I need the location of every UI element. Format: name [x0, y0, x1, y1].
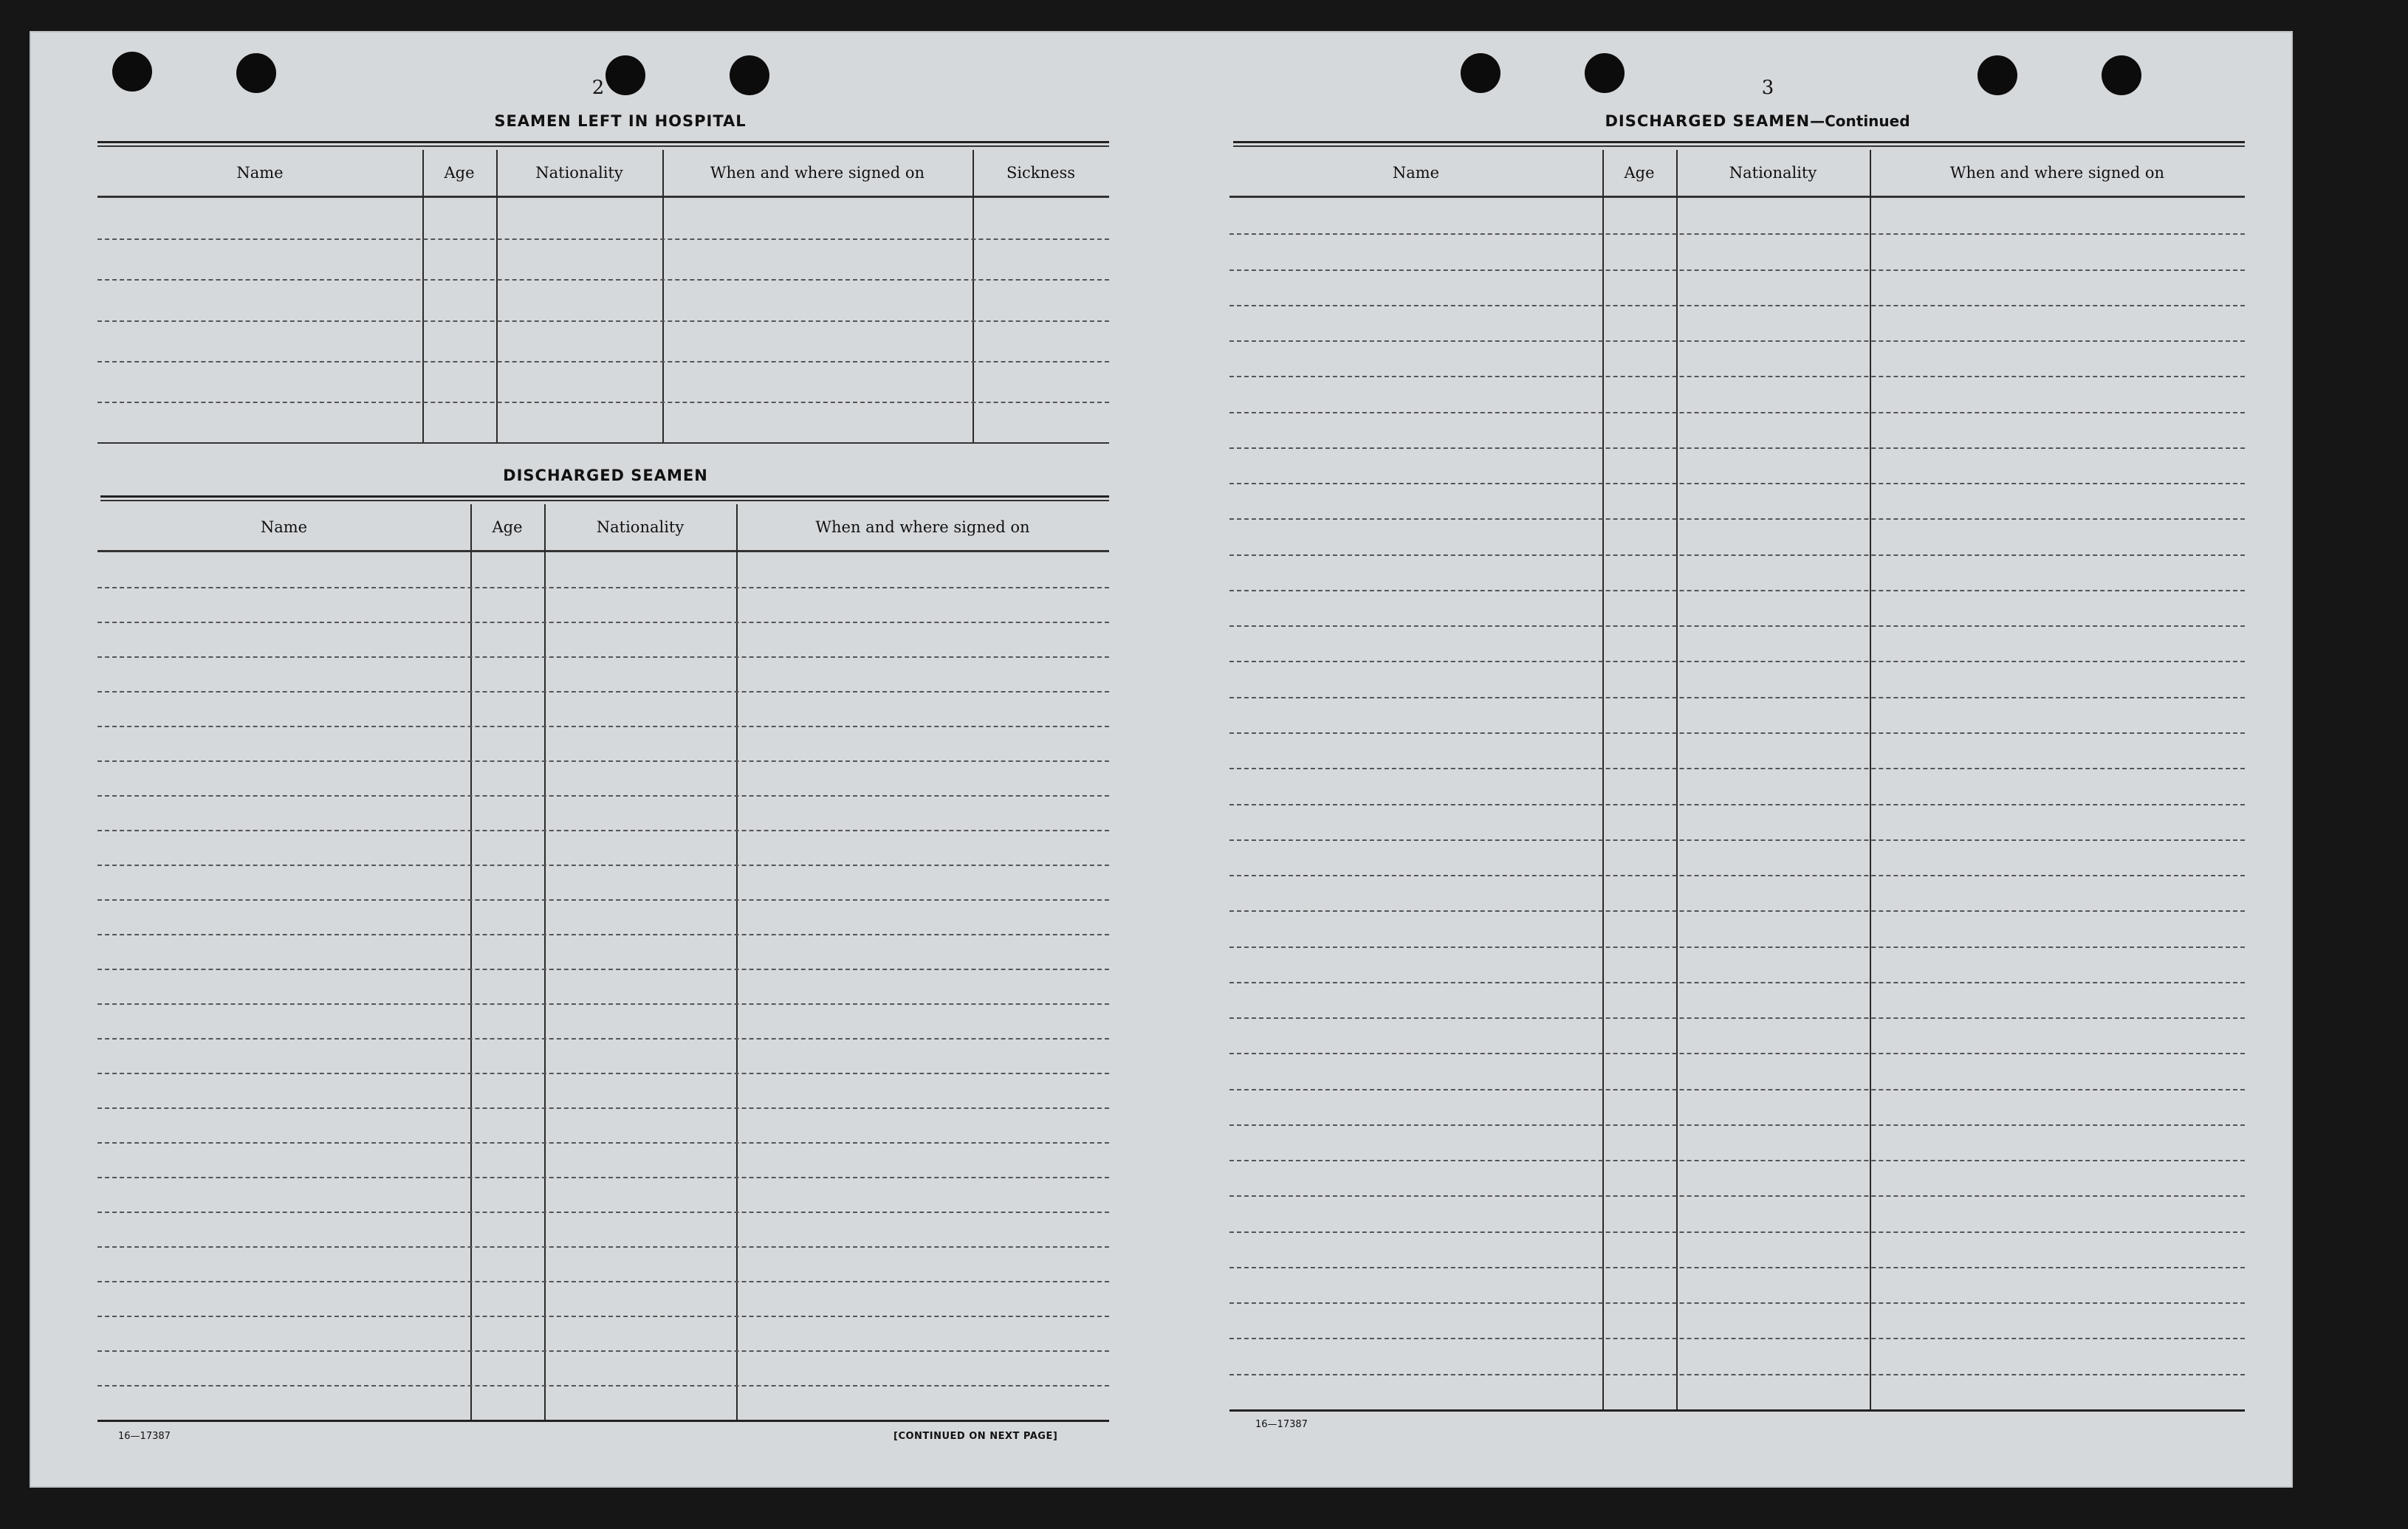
- discharged-continued-title: [1536, 112, 1979, 130]
- column-header-when-and-where-signed-on: When and where signed on: [1949, 164, 2165, 182]
- table-row[interactable]: [97, 1281, 1109, 1282]
- hospital-bottom-rule: [97, 442, 1109, 444]
- column-divider: [1676, 150, 1678, 1409]
- table-row[interactable]: [1229, 732, 2245, 734]
- table-row[interactable]: [97, 691, 1109, 693]
- punch-hole: [112, 52, 152, 92]
- table-row[interactable]: [97, 622, 1109, 623]
- table-row[interactable]: [97, 1385, 1109, 1387]
- table-row[interactable]: [97, 1142, 1109, 1144]
- table-row[interactable]: [97, 969, 1109, 970]
- hospital-top-rule-inner: [97, 145, 1109, 147]
- table-row[interactable]: [97, 1350, 1109, 1352]
- column-header-nationality: Nationality: [1729, 164, 1817, 182]
- table-row[interactable]: [1229, 340, 2245, 342]
- table-row[interactable]: [97, 656, 1109, 658]
- table-row[interactable]: [97, 726, 1109, 727]
- table-row[interactable]: [1229, 625, 2245, 627]
- column-header-age: Age: [444, 164, 475, 182]
- table-row[interactable]: [1229, 946, 2245, 948]
- discharged-bottom-rule: [97, 1420, 1109, 1422]
- table-row[interactable]: [1229, 1374, 2245, 1375]
- column-header-age: Age: [1624, 164, 1655, 182]
- column-divider: [1602, 150, 1604, 1409]
- table-row[interactable]: [97, 1038, 1109, 1040]
- discharged-top-rule: [100, 495, 1109, 498]
- discharged-section-title: DISCHARGED SEAMEN: [503, 467, 708, 484]
- punch-hole: [1585, 53, 1625, 93]
- table-row[interactable]: [1229, 1089, 2245, 1090]
- column-divider: [544, 504, 546, 1420]
- column-divider: [736, 504, 738, 1420]
- continued-top-rule: [1233, 141, 2245, 143]
- punch-hole: [1977, 55, 2017, 95]
- left-page-number: 2: [591, 77, 605, 99]
- table-row[interactable]: [97, 1003, 1109, 1005]
- table-row[interactable]: [1229, 804, 2245, 805]
- hospital-top-rule: [97, 141, 1109, 143]
- punch-hole: [236, 53, 276, 93]
- table-row[interactable]: [1229, 1160, 2245, 1161]
- table-row[interactable]: [1229, 1053, 2245, 1054]
- column-header-when-and-where-signed-on: When and where signed on: [815, 518, 1030, 536]
- punch-hole: [1461, 53, 1500, 93]
- table-row[interactable]: [1229, 982, 2245, 983]
- column-header-age: Age: [492, 518, 523, 536]
- continued-bottom-rule: [1229, 1409, 2245, 1412]
- column-header-nationality: Nationality: [535, 164, 623, 182]
- table-row[interactable]: [1229, 590, 2245, 591]
- table-row[interactable]: [97, 1212, 1109, 1213]
- table-row[interactable]: [1229, 875, 2245, 876]
- table-row[interactable]: [97, 1073, 1109, 1074]
- table-row[interactable]: [1229, 697, 2245, 698]
- table-row[interactable]: [1229, 910, 2245, 912]
- continued-note: [CONTINUED ON NEXT PAGE]: [893, 1431, 1058, 1442]
- table-row[interactable]: [97, 830, 1109, 831]
- table-row[interactable]: [1229, 269, 2245, 271]
- punch-hole: [2102, 55, 2141, 95]
- column-divider: [470, 504, 472, 1420]
- column-header-name: Name: [1392, 164, 1440, 182]
- table-row[interactable]: [1229, 661, 2245, 662]
- table-row[interactable]: [1229, 518, 2245, 520]
- hospital-table: [97, 150, 1109, 442]
- column-divider: [1870, 150, 1871, 1409]
- discharged-continued-suffix: —Continued: [1810, 112, 1910, 130]
- discharged-table: [97, 504, 1109, 1420]
- right-form-code: 16—17387: [1255, 1419, 1308, 1430]
- column-header-nationality: Nationality: [596, 518, 685, 536]
- table-row[interactable]: [97, 934, 1109, 935]
- table-row[interactable]: [1229, 554, 2245, 556]
- table-row[interactable]: [1229, 1124, 2245, 1126]
- discharged-continued-title-main: DISCHARGED SEAMEN: [1605, 112, 1811, 130]
- discharged-continued-table: [1229, 150, 2245, 1409]
- column-header-name: Name: [236, 164, 284, 182]
- form-sheet: [30, 31, 2293, 1488]
- table-row[interactable]: [1229, 1338, 2245, 1339]
- table-row[interactable]: [97, 1246, 1109, 1248]
- table-row[interactable]: [1229, 483, 2245, 484]
- hospital-section-title: SEAMEN LEFT IN HOSPITAL: [494, 112, 747, 130]
- continued-top-rule-inner: [1233, 145, 2245, 147]
- table-row[interactable]: [1229, 768, 2245, 769]
- table-row[interactable]: [1229, 376, 2245, 377]
- table-row[interactable]: [97, 361, 1109, 363]
- table-row[interactable]: [1229, 839, 2245, 841]
- left-form-code: 16—17387: [118, 1431, 171, 1442]
- table-row[interactable]: [97, 1177, 1109, 1178]
- table-row[interactable]: [97, 865, 1109, 866]
- table-row[interactable]: [1229, 233, 2245, 235]
- column-header-sickness: Sickness: [1006, 164, 1076, 182]
- table-row[interactable]: [1229, 1195, 2245, 1197]
- table-row[interactable]: [1229, 1302, 2245, 1304]
- table-row[interactable]: [97, 795, 1109, 797]
- table-row[interactable]: [1229, 1267, 2245, 1268]
- column-header-when-and-where-signed-on: When and where signed on: [710, 164, 925, 182]
- table-row[interactable]: [97, 1107, 1109, 1109]
- column-header-name: Name: [260, 518, 308, 536]
- table-row[interactable]: [97, 899, 1109, 901]
- table-row[interactable]: [1229, 305, 2245, 306]
- right-page-number: 3: [1761, 77, 1774, 99]
- table-row[interactable]: [97, 402, 1109, 403]
- table-row[interactable]: [97, 238, 1109, 240]
- table-row[interactable]: [1229, 1017, 2245, 1019]
- punch-hole: [730, 55, 769, 95]
- table-row[interactable]: [97, 587, 1109, 588]
- table-row[interactable]: [1229, 1231, 2245, 1233]
- table-row[interactable]: [97, 1316, 1109, 1317]
- discharged-top-rule-inner: [100, 500, 1109, 501]
- table-row[interactable]: [97, 279, 1109, 281]
- table-row[interactable]: [1229, 447, 2245, 449]
- table-row[interactable]: [1229, 412, 2245, 413]
- table-row[interactable]: [97, 760, 1109, 762]
- table-row[interactable]: [97, 320, 1109, 322]
